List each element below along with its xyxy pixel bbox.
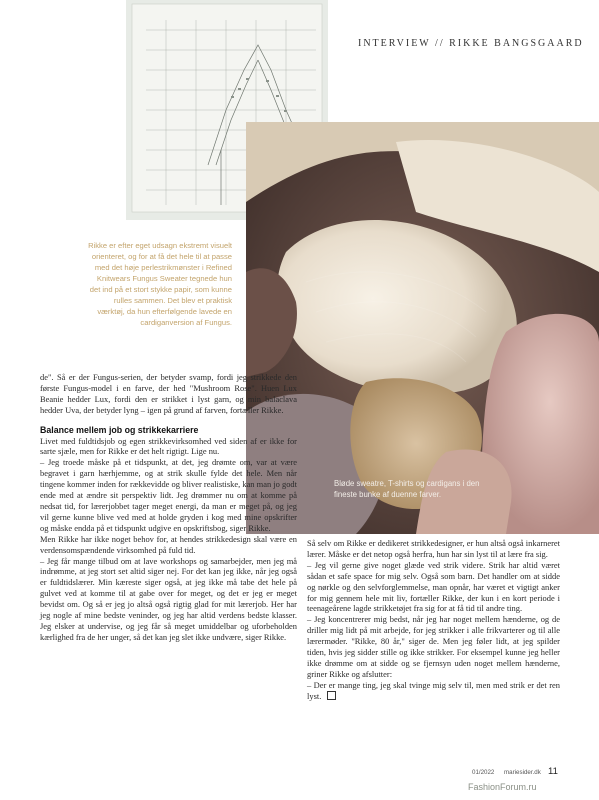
issue-label: 01/2022 [472,769,495,776]
paragraph: Så selv om Rikke er dedikeret strikkedesigner, er hun altså også inkarneret lærer. Måske er det netop også herfra, hun har sin lyst til at lære fra sig. [307,538,560,559]
photo-caption: Bløde sweatre, T-shirts og cardigans i den fineste bunke af duenne farver. [334,479,480,499]
paragraph: Men Rikke har ikke noget behov for, at hendes strikkedesign skal være en verdensomspændende virksomhed på fuld tid. [40,533,297,555]
closing-text: – Der er mange ting, jeg skal tvinge mig selv til, men med strik er det ren lyst. [307,679,560,701]
end-of-article-icon [327,691,336,700]
paragraph: – Jeg troede måske på et tidspunkt, at det, jeg drømte om, var at være begravet i garn hærhjemme, og at strik skulle fylde det hele. Men når tingene kommer inden for rækkevidde og bliver realistiske, kan man jo godt ende med at ændre sit perspektiv lidt. Jeg drømmer nu om at komme på nedsat tid, for lærerjobbet tager meget energi, da man er meget på, og jeg vil gerne kunne blive ved med at holde gryden i kog med mine opskrifter og måske endda på et tidspunkt udgive en opskriftsbog, siger Rikke. [40,457,297,533]
paragraph: – Jeg koncentrerer mig bedst, når jeg har noget mellem hænderne, og de driller mig lidt på mit arbejde, for jeg strikker i alle frikvarterer og til alle lærermøder. "Rikke, 80 år," siger de. Men jeg føler lidt, at jeg spilder tiden, hvis jeg sidder stille og ikke strikker. For eksempel kunne jeg heller ikke drømme om at sidde og se fjernsyn uden noget mellem hænderne, griner Rikke og afslutter: [307,614,560,679]
knitwear-pile-photo [246,122,599,534]
paragraph: Livet med fuldtidsjob og egen strikkevirksomhed ved siden af er ikke for sarte sjæle, men for Rikke er det helt rigtigt. Lige nu. [40,435,297,457]
paragraph [307,680,560,702]
site-label: mariesider.dk [504,769,541,776]
article-column-2 [307,538,560,702]
sketch-caption: Rikke er efter eget udsagn ekstremt visuelt orienteret, og for at få det hele til at passe med det høje perlestrikmønster i Refined Knitwears Fungus Sweater tegnede hun det ind på et stort stykke papir, som kunne rulles sammen. Det blev et praktisk værktøj, da hun efterfølgende lavede en cardiganversion af Fungus. [88,241,232,327]
subheading: Balance mellem job og strikkekarriere [40,424,199,435]
knitwear-pile-image [246,122,599,534]
watermark: FashionForum.ru [468,782,537,792]
section-header: INTERVIEW // RIKKE BANGSGAARD [358,38,584,49]
paragraph: – Jeg vil gerne give noget glæde ved strik videre. Strik har altid været sådan et safe space for mig selv. Også som barn. Det handler om at sidde og nørkle og den selvforglemmelse, man opnår, har været et vigtigt anker for mig gennem hele mit liv, fortæller Rikke, der kun i en kort periode i teenageårene lagde strikketøjet fra sig for at få tid til andre ting. [307,559,560,614]
paragraph: – Jeg får mange tilbud om at lave workshops og samarbejder, men jeg må indrømme, at jeg stort set altid siger nej. For det kan jeg ikke, når jeg også er fuldtidslærer. Min kæreste siger også, at jeg ikke må tabe det hele på gulvet ved at komme til at gabe over for meget, og det er jeg er meget bevidst om. Og så er jeg jo altså også rigtig glad for mit lærerjob. Her har jeg nogle af mine bedste veninder, og jeg har altid verdens bedste klasser. Jeg elsker at undervise, og jeg får så meget umiddelbar og uforbeholden kærlighed fra de her unger, så det kan jeg slet ikke undvære, siger Rikke. [40,555,297,642]
page-number: 11 [548,766,558,777]
article-column-1 [40,372,297,643]
paragraph: de". Så er der Fungus-serien, der betyder svamp, fordi jeg strikkede den første Fungus-model i en farve, der hed "Mushroom Rose". Huen Lux Beanie hedder Lux, fordi den er strikket i lyst garn, og min balaclava hedder Uva, der betyder lyng – igen på grund af farven, fortæller Rikke. [40,372,297,415]
